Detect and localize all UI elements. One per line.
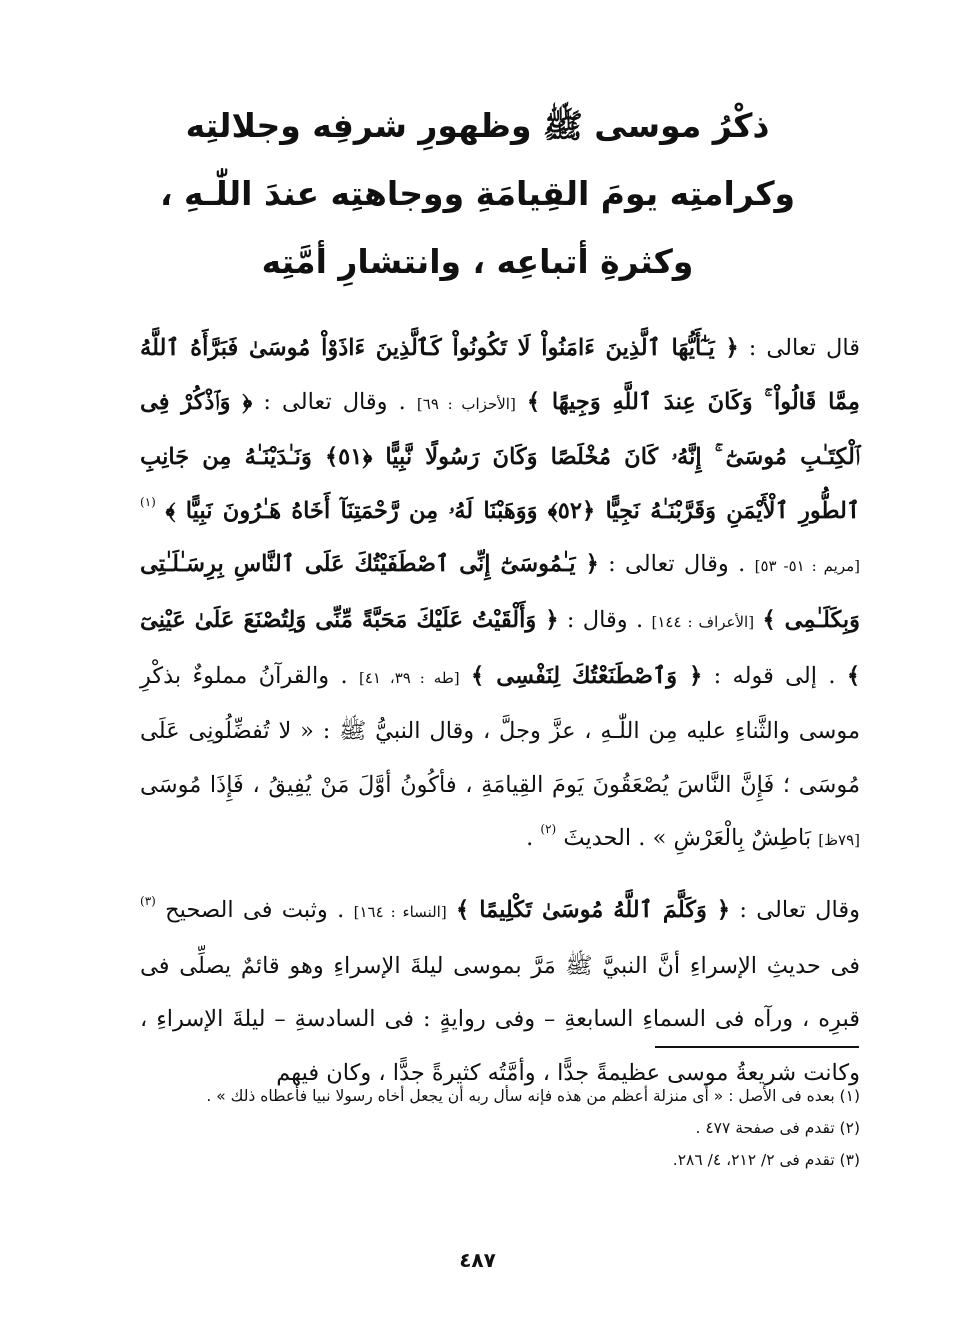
text-segment: فى حديثِ الإسراءِ أنَّ النبيَّ ﷺ مَرَّ بموسى ليلةَ الإسراءِ وهو قائمٌ يصلِّى فى قبرِه ، ورآه فى السماءِ السابعةِ – وفى روايةٍ : فى السادسةِ – ليلةَ الإسراءِ ، وكانت شريعةُ موسى عظيمةً جدًّا ، وأمَّتُه كثيرةً جدًّا ، وكان فيهم bbox=[140, 952, 860, 1086]
surah-reference: [النساء : ١٦٤] bbox=[353, 902, 447, 921]
surah-reference: [طه : ٣٩، ٤١] bbox=[358, 668, 460, 687]
quran-quote: ﴿ يَـٰمُوسَىٰٓ إِنِّى ٱصْطَفَيْتُكَ عَلَى ٱلنَّاسِ بِرِسَـٰلَـٰتِى وَبِكَلَـٰمِى ﴾ bbox=[140, 551, 861, 633]
quran-quote: ﴿ وَٱذْكُرْ فِى ٱلْكِتَـٰبِ مُوسَىٰٓ ۚ إِنَّهُۥ كَانَ مُخْلَصًا وَكَانَ رَسُولًا نَّبِيًّا ﴿٥١﴾ وَنَـٰدَيْنَـٰهُ مِن جَانِبِ ٱلطُّورِ ٱلْأَيْمَنِ وَقَرَّبْنَـٰهُ نَجِيًّا ﴿٥٢﴾ وَوَهَبْنَا لَهُۥ مِن رَّحْمَتِنَآ أَخَاهُ هَـٰرُونَ نَبِيًّا ﴾ bbox=[140, 388, 860, 524]
footnote-divider bbox=[655, 1046, 859, 1048]
surah-reference: [الأحزاب : ٦٩] bbox=[416, 394, 516, 413]
surah-reference: [مريم : ٥١- ٥٣] bbox=[754, 557, 860, 576]
chapter-heading bbox=[120, 92, 835, 296]
paragraph-2 bbox=[140, 884, 860, 1100]
footnote-marker: (٣) bbox=[140, 893, 156, 908]
quran-quote: ﴿ وَٱصْطَنَعْتُكَ لِنَفْسِى ﴾ bbox=[471, 662, 703, 689]
hadith-quote: « لا تُفضِّلُونِى عَلَى مُوسَى ؛ فَإِنَّ النَّاسَ يُصْعَقُونَ يَومَ القِيامَةِ ، فأكُونُ أوَّلَ مَنْ يُفِيقُ ، فَإِذَا مُوسَى bbox=[140, 718, 860, 798]
text-segment: . الحديثَ bbox=[563, 825, 646, 852]
text-segment: . والقرآنُ مملوءٌ بذكْرِ موسى والثَّناءِ عليه مِن اللّٰـهِ ، عزَّ وجلَّ ، وقال النبيُّ ﷺ : bbox=[140, 662, 860, 745]
paragraph-1 bbox=[140, 322, 860, 868]
text-segment: وقال تعالى : bbox=[739, 896, 860, 923]
text-segment: . إلى قوله : bbox=[713, 662, 836, 689]
text-segment: قال تعالى : bbox=[748, 335, 861, 361]
heading-line-3: وكثرةِ أتباعِه ، وانتشارِ أمَّتِه bbox=[261, 242, 694, 281]
text-segment: . وقال : bbox=[566, 606, 644, 633]
heading-line-2: وكرامتِه يومَ القِيامَةِ ووجاهتِه عندَ اللّٰـهِ ، bbox=[159, 174, 796, 213]
footnote-3: (٣) تقدم فى ٢/ ٢١٢، ٤/ ٢٨٦. bbox=[672, 1151, 860, 1169]
main-text bbox=[140, 322, 860, 1100]
page-number: ٤٨٧ bbox=[459, 1248, 496, 1272]
surah-reference: [الأعراف : ١٤٤] bbox=[651, 612, 755, 631]
quran-quote: ﴿ وَكَلَّمَ ٱللَّهُ مُوسَىٰ تَكْلِيمًا ﴾ bbox=[456, 896, 731, 923]
manuscript-folio-marker: [٧٩ظ] bbox=[818, 831, 860, 850]
hadith-quote: بَاطِشٌ بِالْعَرْشِ » bbox=[652, 825, 812, 852]
footnotes bbox=[140, 1080, 860, 1176]
text-segment: . وقال تعالى : bbox=[263, 388, 406, 415]
text-segment: . وقال تعالى : bbox=[608, 551, 746, 578]
footnote-2: (٢) تقدم فى صفحة ٤٧٧ . bbox=[695, 1119, 860, 1137]
text-segment: . وثبت فى الصحيح bbox=[165, 896, 345, 923]
footnote-marker: (٢) bbox=[540, 822, 557, 837]
text-segment: . bbox=[526, 825, 534, 852]
heading-line-1: ذكْرُ موسى ﷺ وظهورِ شرفِه وجلالتِه bbox=[185, 106, 770, 145]
footnote-marker: (١) bbox=[140, 494, 156, 509]
footnote-1: (١) بعده فى الأصل : « أى منزلة أعظم من هذه فإنه سأل ربه أن يجعل أخاه رسولا نبيا فأعطاه ذلك » . bbox=[206, 1087, 860, 1105]
quran-quote: ﴿ يَـٰٓأَيُّهَا ٱلَّذِينَ ءَامَنُواْ لَا تَكُونُواْ كَٱلَّذِينَ ءَاذَوْاْ مُوسَىٰ فَبَرَّأَهُ ٱللَّهُ مِمَّا قَالُواْ ۚ وَكَانَ عِندَ ٱللَّهِ وَجِيهًا ﴾ bbox=[140, 335, 860, 415]
quran-quote: ﴿ وَأَلْقَيْتُ عَلَيْكَ مَحَبَّةً مِّنِّى وَلِتُصْنَعَ عَلَىٰ عَيْنِىٓ ﴾ bbox=[140, 606, 861, 689]
